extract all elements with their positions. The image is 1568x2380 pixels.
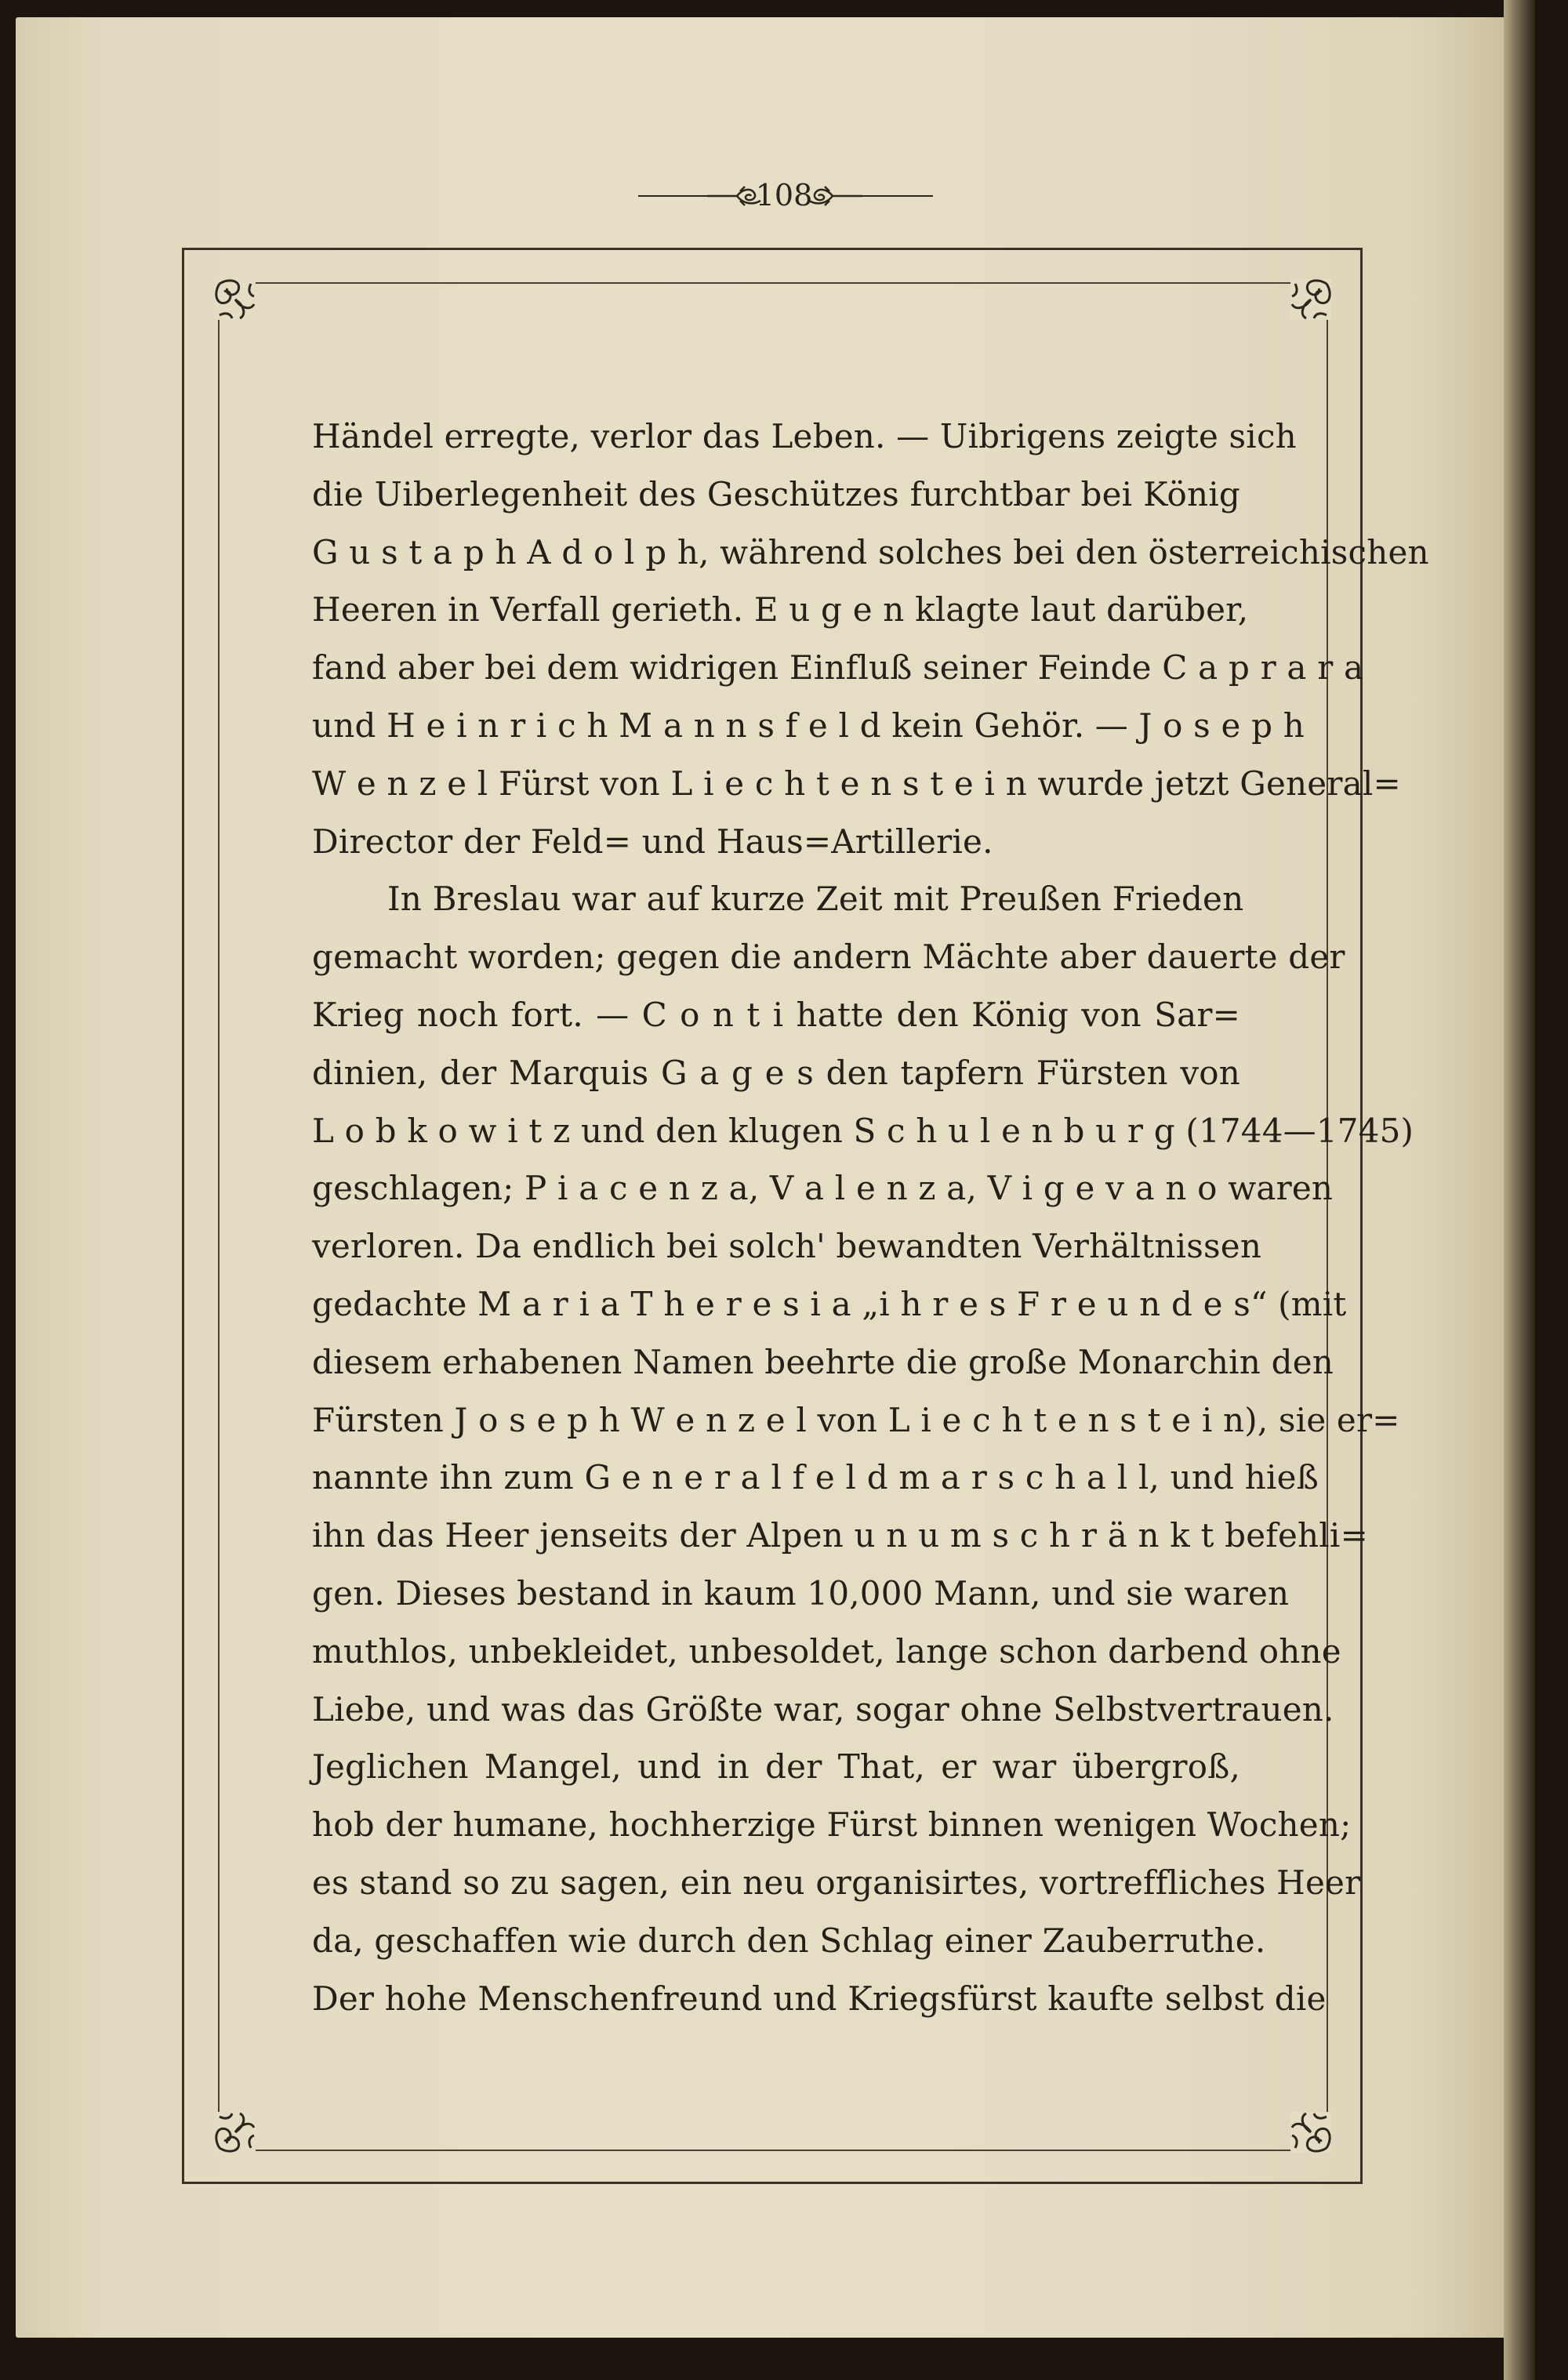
- text-line: da, geschaffen wie durch den Schlag einer Zauberruthe.: [312, 1921, 1266, 1960]
- text-line: G u s t a p h A d o l p h, während solches bei den österreichischen: [312, 532, 1429, 571]
- text-line: Heeren in Verfall gerieth. E u g e n klagte laut darüber,: [312, 590, 1249, 629]
- text-line: die Uiberlegenheit des Geschützes furchtbar bei König: [312, 474, 1240, 513]
- text-line: und H e i n r i c h M a n n s f e l d kein Gehör. — J o s e p h: [312, 706, 1305, 745]
- text-line: L o b k o w i t z und den klugen S c h u l e n b u r g (1744—1745): [312, 1111, 1414, 1150]
- text-line: gedachte M a r i a T h e r e s i a „i h r e s F r e u n d e s“ (mit: [312, 1284, 1347, 1323]
- fleuron-right-icon: [806, 185, 864, 207]
- text-line: Fürsten J o s e p h W e n z e l von L i e c h t e n s t e i n), sie er=: [312, 1400, 1400, 1439]
- text-line: hob der humane, hochherzige Fürst binnen wenigen Wochen;: [312, 1805, 1352, 1845]
- text-line: Händel erregte, verlor das Leben. — Uibrigens zeigte sich: [312, 417, 1297, 455]
- text-line: gen. Dieses bestand in kaum 10,000 Mann, und sie waren: [312, 1573, 1290, 1613]
- text-line: diesem erhabenen Namen beehrte die große Monarchin den: [312, 1342, 1334, 1381]
- text-line: geschlagen; P i a c e n z a, V a l e n z a, V i g e v a n o waren: [312, 1169, 1334, 1208]
- corner-flourish-icon: [210, 274, 260, 325]
- text-line: Der hohe Menschenfreund und Kriegsfürst kaufte selbst die: [312, 1979, 1327, 2018]
- text-line: dinien, der Marquis G a g e s den tapfern Fürsten von: [312, 1053, 1240, 1092]
- body-text: [312, 408, 1429, 2027]
- text-line: gemacht worden; gegen die andern Mächte aber dauerte der: [312, 938, 1345, 977]
- corner-flourish-icon: [1286, 2107, 1336, 2157]
- corner-flourish-icon: [1286, 274, 1336, 325]
- text-line: fand aber bei dem widrigen Einfluß seiner Feinde C a p r a r a: [312, 648, 1364, 688]
- corner-flourish-icon: [210, 2107, 260, 2157]
- text-line: Krieg noch fort. — C o n t i hatte den König von Sar=: [312, 995, 1240, 1034]
- text-line: Liebe, und was das Größte war, sogar ohne Selbstvertrauen.: [312, 1689, 1334, 1729]
- text-line: In Breslau war auf kurze Zeit mit Preußen Frieden: [387, 880, 1244, 919]
- page-edge-shadow: [1504, 0, 1535, 2380]
- text-line: ihn das Heer jenseits der Alpen u n u m s c h r ä n k t befehli=: [312, 1516, 1368, 1555]
- header-rule-right: [862, 195, 933, 197]
- text-line: nannte ihn zum G e n e r a l f e l d m a r s c h a l l, und hieß: [312, 1458, 1319, 1497]
- text-line: verloren. Da endlich bei solch' bewandten Verhältnissen: [312, 1227, 1262, 1266]
- text-line: muthlos, unbekleidet, unbesoldet, lange schon darbend ohne: [312, 1631, 1341, 1671]
- text-line: Jeglichen Mangel, und in der That, er war übergroß,: [312, 1747, 1240, 1787]
- text-line: Director der Feld= und Haus=Artillerie.: [312, 822, 993, 861]
- text-line: es stand so zu sagen, ein neu organisirtes, vortreffliches Heer: [312, 1863, 1361, 1902]
- text-line: W e n z e l Fürst von L i e c h t e n s t e i n wurde jetzt General=: [312, 764, 1401, 803]
- page-header: [596, 174, 972, 216]
- page-number: 108: [755, 178, 813, 212]
